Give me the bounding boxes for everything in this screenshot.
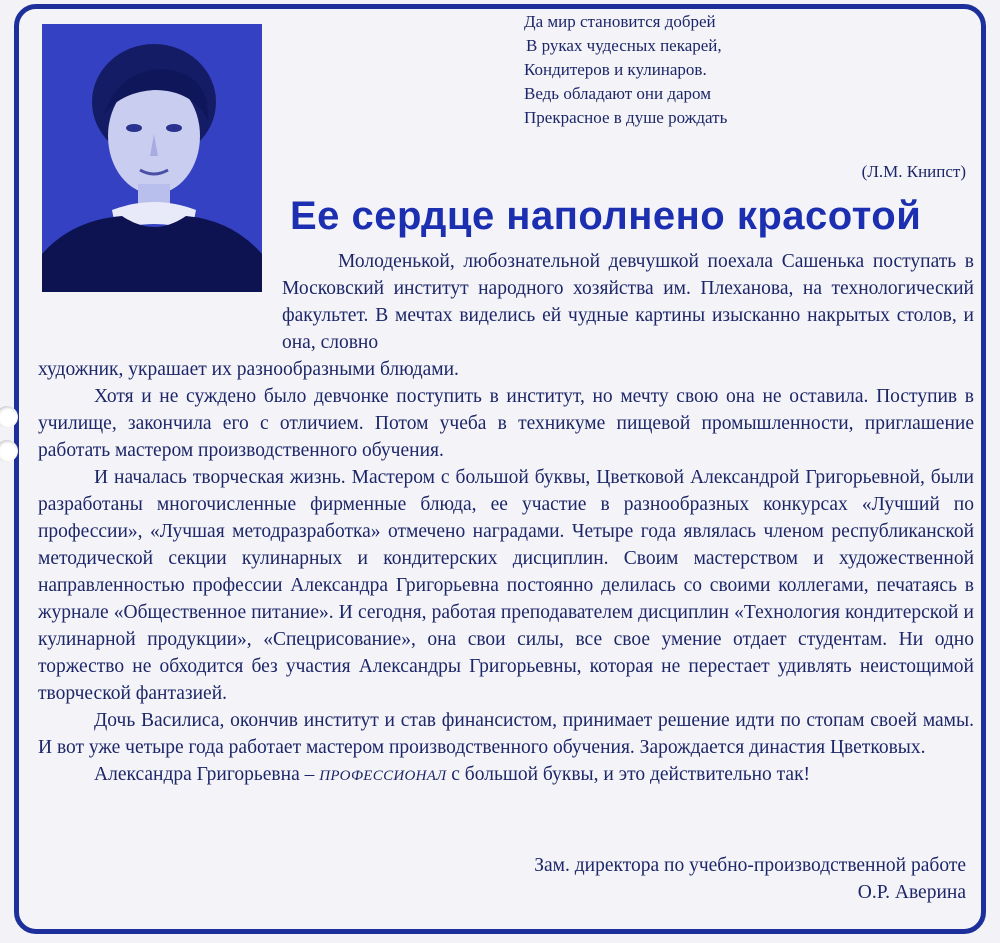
- poem-line: Прекрасное в душе рождать: [524, 108, 728, 127]
- article-paragraph-1-tail: художник, украшает их разнообразными блюдами.: [38, 359, 459, 380]
- poem-line: В руках чудесных пекарей,: [526, 36, 722, 55]
- poem-line: Да мир становится добрей: [524, 12, 716, 31]
- portrait-icon: [42, 24, 262, 292]
- article-paragraph-4: Дочь Василиса, окончив институт и став финансистом, принимает решение идти по стопам своей мамы. И вот уже четыре года работает мастером производственного обучения. Зарождается династия Цветковых.: [38, 710, 974, 758]
- professional-emphasis: ПРОФЕССИОНАЛ: [319, 768, 447, 784]
- portrait-photo: [42, 24, 262, 292]
- article-paragraph-5: [38, 761, 974, 790]
- epigraph-poem: [524, 10, 974, 130]
- article-body: [38, 383, 974, 790]
- signature-block: [534, 852, 966, 906]
- closing-text-start: Александра Григорьевна –: [94, 764, 320, 785]
- signature-position: Зам. директора по учебно-производственной работе: [534, 855, 966, 876]
- article-paragraph-2: Хотя и не суждено было девчонке поступить в институт, но мечту свою она не оставила. Поступив в училище, закончила его с отличием. Потом учеба в техникуме пищевой промышленности, приглашение работать мастером производственного обучения.: [38, 386, 974, 461]
- poem-line: Кондитеров и кулинаров.: [524, 60, 707, 79]
- article-headline: Ее сердце наполнено красотой: [290, 194, 922, 238]
- closing-text-end: с большой буквы, и это действительно так!: [446, 764, 811, 785]
- article-paragraph-3: И началась творческая жизнь. Мастером с большой буквы, Цветковой Александрой Григорьевной, были разработаны многочисленные фирменные блюда, ее участие в разнообразных конкурсах «Лучший по профессии», «Лучшая методразработка» отмечено наградами. Четыре года являлась членом республиканской методической секции кулинарных и кондитерских дисциплин. Своим мастерством и художественной направленностью профессии Александра Григорьевна постоянно делилась со своими коллегами, печатаясь в журнале «Общественное питание». И сегодня, работая преподавателем дисциплин «Технология кондитерской и кулинарной продукции», «Спецрисование», она свои силы, все свое умение отдает студентам. Ни одно торжество не обходится без участия Александры Григорьевны, которая не перестает удивлять неистощимой творческой фантазией.: [38, 467, 974, 704]
- article-paragraph-1: Молоденькой, любознательной девчушкой поехала Сашенька поступать в Московский институт народного хозяйства им. Плеханова, на технологический факультет. В мечтах виделись ей чудные картины изысканно накрытых столов, и она, словно: [282, 251, 974, 353]
- poem-author: (Л.М. Книпст): [861, 162, 966, 181]
- signature-name: О.Р. Аверина: [857, 882, 966, 903]
- poem-line: Ведь обладают они даром: [524, 84, 711, 103]
